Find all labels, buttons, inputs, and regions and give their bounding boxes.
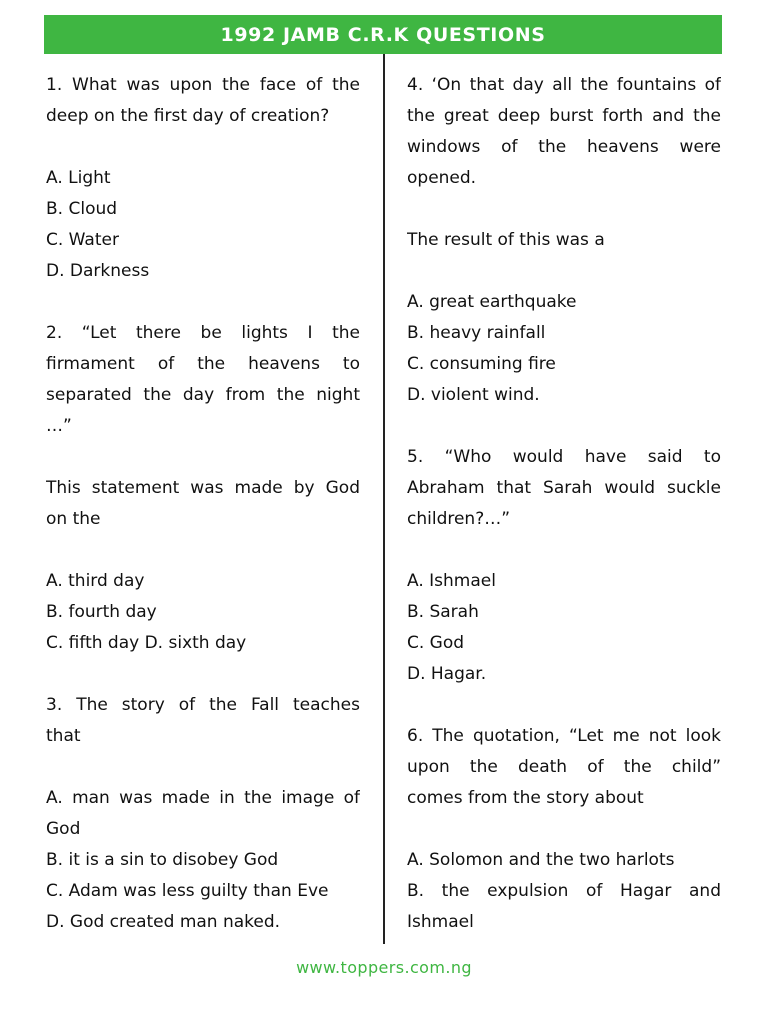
column-divider: [383, 54, 385, 944]
question-3-option-d: D. God created man naked.: [46, 912, 281, 932]
question-1-option-a: A. Light: [46, 168, 111, 188]
question-5-option-b: B. Sarah: [407, 602, 479, 622]
question-4-line-4: opened.: [407, 168, 477, 188]
question-2-option-a: A. third day: [46, 571, 145, 591]
question-1-line-1: 1. What was upon the face of the: [46, 75, 360, 95]
question-2-line-2: firmament of the heavens to: [46, 354, 360, 374]
right-column: [407, 70, 721, 938]
question-3-option-a-line-2: God: [46, 819, 81, 839]
question-2-option-b: B. fourth day: [46, 602, 157, 622]
question-3-line-2: that: [46, 726, 81, 746]
question-4-option-c: C. consuming fire: [407, 354, 556, 374]
question-5-option-a: A. Ishmael: [407, 571, 496, 591]
question-4-option-b: B. heavy rainfall: [407, 323, 546, 343]
question-2-line-4: …”: [46, 416, 72, 436]
question-1-option-d: D. Darkness: [46, 261, 150, 281]
question-3-line-1: 3. The story of the Fall teaches: [46, 695, 360, 715]
question-5-option-c: C. God: [407, 633, 465, 653]
question-1-option-b: B. Cloud: [46, 199, 118, 219]
question-2-prompt-line-1: This statement was made by God: [46, 478, 360, 498]
question-6-line-3: comes from the story about: [407, 788, 644, 808]
question-5-option-d: D. Hagar.: [407, 664, 487, 684]
question-6-option-a: A. Solomon and the two harlots: [407, 850, 675, 870]
question-2-option-c-d: C. fifth day D. sixth day: [46, 633, 247, 653]
footer-website-link[interactable]: www.toppers.com.ng: [296, 958, 472, 977]
question-6-option-b-line-1: B. the expulsion of Hagar and: [407, 881, 721, 901]
page-title-banner: [44, 15, 722, 54]
question-1-line-2: deep on the first day of creation?: [46, 106, 330, 126]
question-1-option-c: C. Water: [46, 230, 119, 250]
question-5-line-2: Abraham that Sarah would suckle: [407, 478, 721, 498]
question-6-option-b-line-2: Ishmael: [407, 912, 474, 932]
question-6-line-1: 6. The quotation, “Let me not look: [407, 726, 721, 746]
question-4-option-a: A. great earthquake: [407, 292, 577, 312]
question-4-line-3: windows of the heavens were: [407, 137, 721, 157]
question-3-option-c: C. Adam was less guilty than Eve: [46, 881, 329, 901]
question-5-line-3: children?…”: [407, 509, 511, 529]
question-3-option-a-line-1: A. man was made in the image of: [46, 788, 360, 808]
question-6-line-2: upon the death of the child”: [407, 757, 721, 777]
question-4-line-2: the great deep burst forth and the: [407, 106, 721, 126]
question-2-prompt-line-2: on the: [46, 509, 101, 529]
question-4-option-d: D. violent wind.: [407, 385, 540, 405]
question-5-line-1: 5. “Who would have said to: [407, 447, 721, 467]
question-2-line-3: separated the day from the night: [46, 385, 360, 405]
question-4-line-1: 4. ‘On that day all the fountains of: [407, 75, 721, 95]
question-4-prompt: The result of this was a: [407, 230, 605, 250]
question-2-line-1: 2. “Let there be lights I the: [46, 323, 360, 343]
question-3-option-b: B. it is a sin to disobey God: [46, 850, 279, 870]
page-title: 1992 JAMB C.R.K QUESTIONS: [220, 23, 546, 46]
left-column: [46, 70, 360, 938]
